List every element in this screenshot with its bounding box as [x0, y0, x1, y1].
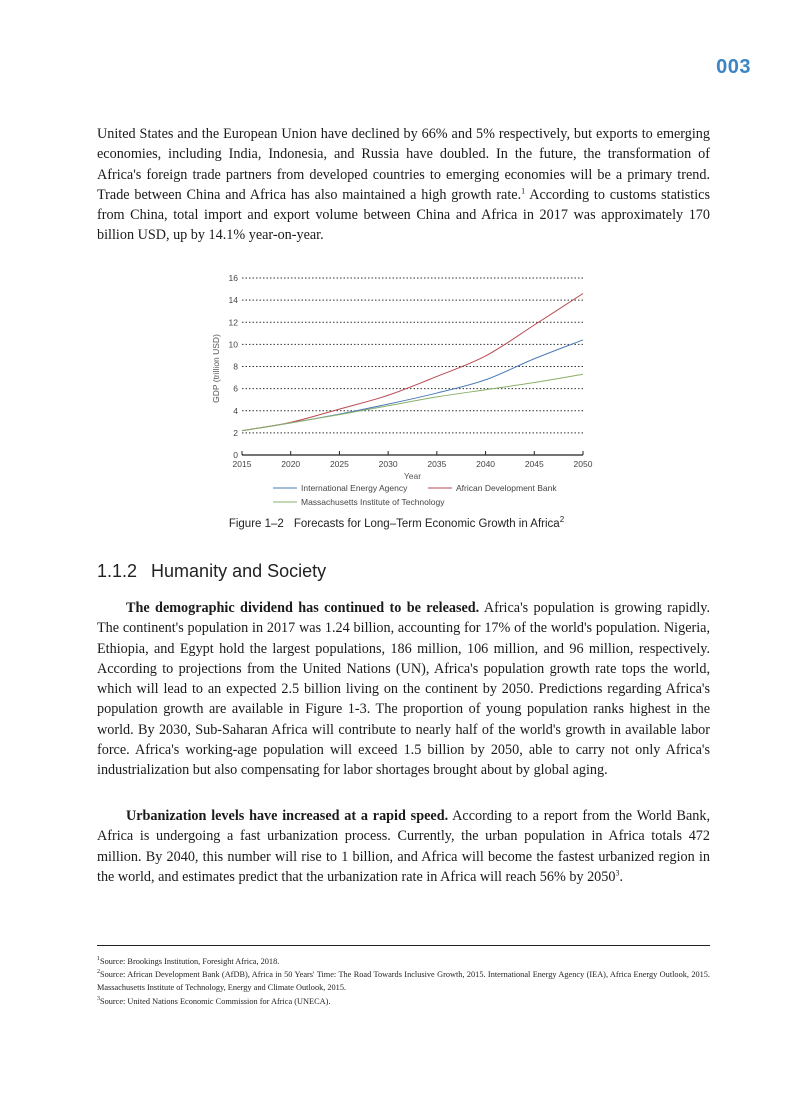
section-heading	[97, 561, 326, 582]
legend-label: International Energy Agency	[301, 483, 408, 493]
y-tick-label: 8	[233, 361, 238, 372]
y-tick-label: 14	[228, 295, 238, 306]
y-tick-label: 0	[233, 450, 238, 460]
footnote-2: $^2$Source: African Development Bank (AfDB), Africa in 50 Years' Time: The Road Towards Inclusive Growth, 2015. International Energy Agency (IEA), Africa Energy Outlook, 2015. Massachusetts Institute of Technology, Energy and Climate Outlook, 2015.	[97, 969, 710, 993]
page-number: 003	[716, 56, 751, 78]
intro-paragraph	[97, 124, 710, 246]
intro-text: United States and the European Union have declined by 66% and 5% respectively, but exports to emerging economies, including India, Indonesia, and Russia have doubled. In the future, the transformation of Africa's foreign trade partners from developed countries to emerging economies will be a primary trend. Trade between China and Africa has also maintained a high growth rate.	[97, 126, 710, 203]
y-tick-label: 10	[228, 339, 238, 350]
x-axis-label: Year	[403, 471, 422, 481]
paragraph-text-after: .	[619, 868, 624, 885]
x-tick-label: 2030	[378, 459, 398, 469]
series-line	[242, 340, 583, 431]
x-tick-label: 2020	[281, 459, 301, 469]
y-axis-label: GDP (trillion USD)	[211, 334, 221, 403]
y-tick-label: 4	[233, 405, 238, 416]
footnote-3: $^3$Source: United Nations Economic Commission for Africa (UNECA).	[97, 995, 331, 1006]
footnote-ref-1[interactable]: 1	[521, 186, 526, 196]
figure-number: Figure 1–2	[228, 518, 284, 530]
x-tick-label: 2015	[232, 459, 252, 469]
paragraph-text: Africa's population is growing rapidly. The continent's population in 2017 was 1.24 billion, accounting for 17% of the world's population. Nigeria, Ethiopia, and Egypt hold the largest populations, 186 million, 106 million, and 96 million, respectively. According to projections from the United Nations (UN), Africa's population growth rate tops the world, which will lead to an expected 2.5 billion living on the continent by 2050. Predictions regarding Africa's population growth are available in Figure 1-3. The proportion of young population ranks highest in the world. By 2030, Sub-Saharan Africa will contribute to nearly half of the world's growth in available labor force. Africa's working-age population will exceed 1.5 billion by 2050, able to carry not only Africa's industrialization but also compensating for labor shortages brought about by global aging.	[97, 600, 710, 779]
footnote-divider	[97, 945, 710, 946]
footnote-ref-2[interactable]: 2	[559, 515, 565, 525]
intro-text-after: According to customs statistics from China, total import and export volume between China and Africa in 2017 was approximately 170 billion USD, up by 14.1% year-on-year.	[97, 186, 710, 244]
line-chart	[200, 268, 620, 518]
legend-label: Massachusetts Institute of Technology	[301, 497, 445, 507]
gdp-forecast-chart	[200, 268, 620, 518]
paragraph-lead: Urbanization levels have increased at a rapid speed.	[126, 808, 449, 824]
footnotes	[97, 955, 710, 1008]
y-tick-label: 6	[233, 383, 238, 394]
y-tick-label: 2	[233, 427, 238, 438]
paragraph-text: According to a report from the World Bank, Africa is undergoing a fast urbanization process. Currently, the urban population in Africa totals 472 million. By 2040, this number will rise to 1 billion, and Africa will become the fastest urbanized region in the world, and estimates predict that the urbanization rate in Africa will reach 56% by 2050	[97, 808, 711, 885]
section-number: 1.1.2	[97, 561, 138, 581]
section-title: Humanity and Society	[151, 561, 327, 581]
legend-label: African Development Bank	[456, 483, 557, 493]
footnote-ref-3[interactable]: 3	[615, 868, 620, 878]
paragraph-lead: The demographic dividend has continued to be released.	[126, 600, 480, 616]
demographic-paragraph	[97, 598, 710, 781]
y-tick-label: 16	[228, 273, 238, 283]
urbanization-paragraph	[97, 806, 710, 887]
x-tick-label: 2045	[524, 459, 544, 469]
series-line	[242, 374, 583, 430]
x-tick-label: 2025	[329, 459, 349, 469]
figure-caption	[0, 515, 793, 530]
series-line	[242, 293, 583, 430]
figure-title: Forecasts for Long–Term Economic Growth in Africa	[293, 518, 560, 530]
x-tick-label: 2040	[476, 459, 496, 469]
x-tick-label: 2050	[573, 459, 593, 469]
footnote-1: $^1$Source: Brookings Institution, Foresight Africa, 2018.	[97, 956, 280, 966]
y-tick-label: 12	[228, 317, 238, 328]
x-tick-label: 2035	[427, 459, 447, 469]
